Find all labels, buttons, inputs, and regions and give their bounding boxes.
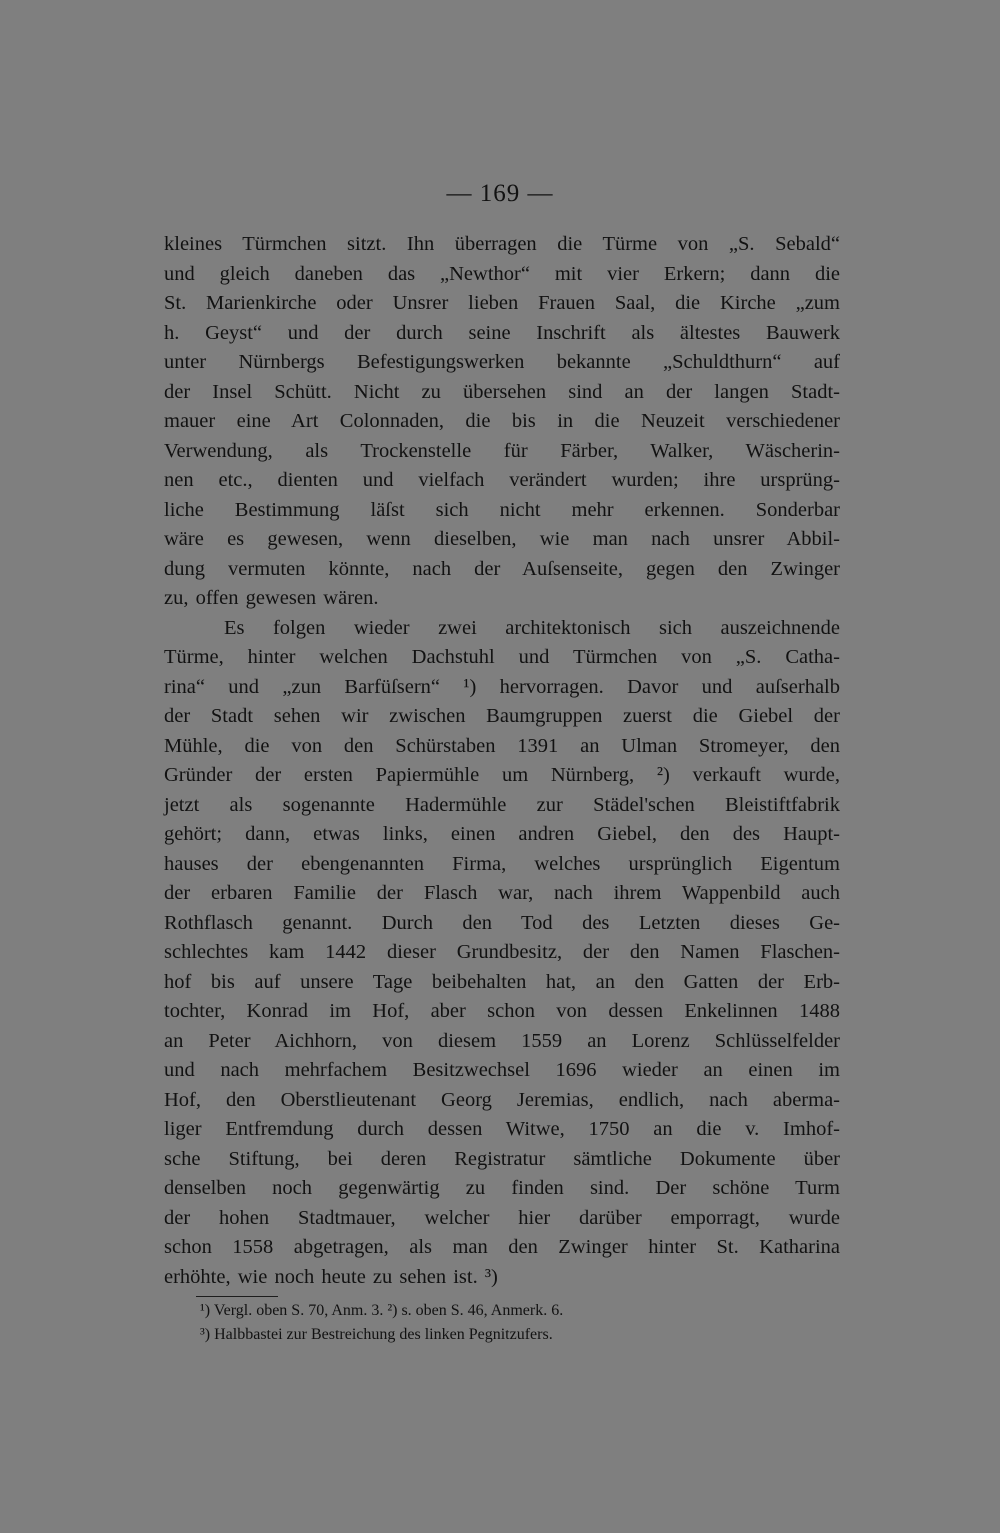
text-line: Rothflasch genannt. Durch den Tod des Letzten dieses Ge- xyxy=(164,911,840,934)
text-line: nen etc., dienten und vielfach verändert wurden; ihre ursprüng- xyxy=(164,469,840,491)
text-line: Türme, hinter welchen Dachstuhl und Türmchen von „S. Catha- xyxy=(164,646,840,668)
text-line: denselben noch gegenwärtig zu finden sind. Der schöne Turm xyxy=(164,1177,840,1199)
footnote-rule xyxy=(196,1296,278,1297)
text-line: Verwendung, als Trockenstelle für Färber, Walker, Wäscherin- xyxy=(164,439,840,462)
text-line: St. Marienkirche oder Unsrer lieben Frauen Saal, die Kirche „zum xyxy=(164,292,840,314)
text-line: gehört; dann, etwas links, einen andren Giebel, den des Haupt- xyxy=(164,823,840,845)
footnote-line: ¹) Vergl. oben S. 70, Anm. 3. ²) s. oben S. 46, Anmerk. 6. xyxy=(200,1302,564,1319)
text-line: und nach mehrfachem Besitzwechsel 1696 wieder an einen im xyxy=(164,1059,840,1081)
text-line: liger Entfremdung durch dessen Witwe, 1750 an die v. Imhof- xyxy=(164,1118,840,1140)
paragraph-end-line: erhöhte, wie noch heute zu sehen ist. ³) xyxy=(164,1265,498,1288)
body-text xyxy=(164,230,840,1292)
text-line: der Insel Schütt. Nicht zu übersehen sind an der langen Stadt- xyxy=(164,380,840,403)
text-line: mauer eine Art Colonnaden, die bis in die Neuzeit verschiedener xyxy=(164,410,840,432)
footnotes xyxy=(200,1299,820,1347)
paragraph-end-line: zu, offen gewesen wären. xyxy=(164,587,379,609)
text-line: jetzt als sogenannte Hadermühle zur Städel'schen Bleistiftfabrik xyxy=(164,793,840,816)
text-line: Gründer der ersten Papiermühle um Nürnberg, ²) verkauft wurde, xyxy=(164,764,840,786)
text-line: sche Stiftung, bei deren Registratur sämtliche Dokumente über xyxy=(164,1147,840,1170)
text-line: der hohen Stadtmauer, welcher hier darüber emporragt, wurde xyxy=(164,1206,840,1229)
text-line: tochter, Konrad im Hof, aber schon von dessen Enkelinnen 1488 xyxy=(164,1000,840,1022)
text-line: h. Geyst“ und der durch seine Inschrift als ältestes Bauwerk xyxy=(164,321,840,344)
text-line: schlechtes kam 1442 dieser Grundbesitz, der den Namen Flaschen- xyxy=(164,941,840,963)
text-line: hof bis auf unsere Tage beibehalten hat, an den Gatten der Erb- xyxy=(164,970,840,993)
text-line: schon 1558 abgetragen, als man den Zwinger hinter St. Katharina xyxy=(164,1236,840,1258)
text-line: hauses der ebengenannten Firma, welches ursprünglich Eigentum xyxy=(164,852,840,875)
page-number: — 169 — xyxy=(446,180,554,207)
text-line: Hof, den Oberstlieutenant Georg Jeremias, endlich, nach aberma- xyxy=(164,1088,840,1111)
text-line: dung vermuten könnte, nach der Auſsenseite, gegen den Zwinger xyxy=(164,557,840,580)
text-line: Mühle, die von den Schürstaben 1391 an Ulman Stromeyer, den xyxy=(164,734,840,757)
text-line: der Stadt sehen wir zwischen Baumgruppen zuerst die Giebel der xyxy=(164,705,840,727)
text-line: rina“ und „zun Barfüſsern“ ¹) hervorragen. Davor und auſserhalb xyxy=(164,675,840,698)
text-line: liche Bestimmung läſst sich nicht mehr erkennen. Sonderbar xyxy=(164,498,840,521)
text-line: wäre es gewesen, wenn dieselben, wie man nach unsrer Abbil- xyxy=(164,528,840,550)
text-line: und gleich daneben das „Newthor“ mit vier Erkern; dann die xyxy=(164,262,840,285)
footnote-line: ³) Halbbastei zur Bestreichung des linken Pegnitzufers. xyxy=(200,1326,553,1343)
paragraph-start-line: Es folgen wieder zwei architektonisch sich auszeichnende xyxy=(224,616,840,639)
text-line: unter Nürnbergs Befestigungswerken bekannte „Schuldthurn“ auf xyxy=(164,351,840,373)
text-line: an Peter Aichhorn, von diesem 1559 an Lorenz Schlüsselfelder xyxy=(164,1029,840,1052)
text-line: kleines Türmchen sitzt. Ihn überragen die Türme von „S. Sebald“ xyxy=(164,233,840,255)
text-line: der erbaren Familie der Flasch war, nach ihrem Wappenbild auch xyxy=(164,882,840,904)
